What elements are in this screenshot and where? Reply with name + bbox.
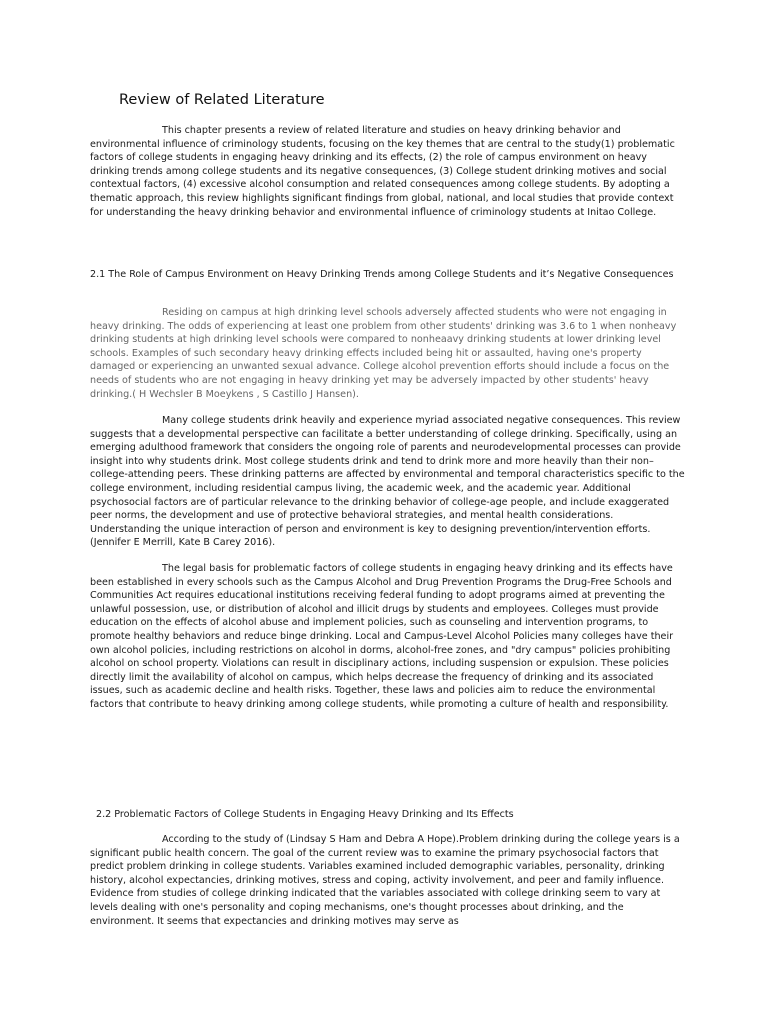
paragraph-many-college-students: Many college students drink heavily and experience myriad associated negative consequences. This review suggests that a developmental perspective can facilitate a better understanding of college drinking. Specifically, using an emerging adulthood framework that considers the ongoing role of parents and neurodevelopmental processes can provide insight into why students drink. Most college students drink and tend to drink more and more heavily than their non–college-attending peers. These drinking patterns are affected by environmental and temporal characteristics specific to the college environment, including residential campus living, the academic week, and the academic year. Additional psychosocial factors are of particular relevance to the drinking behavior of college-age people, and include exaggerated peer norms, the development and use of protective behavioral strategies, and mental health considerations. Understanding the unique interaction of person and environment is key to designing prevention/intervention efforts. (Jennifer E Merrill, Kate B Carey 2016). (90, 415, 685, 549)
page-title: Review of Related Literature (119, 92, 325, 108)
section-heading-2-1: 2.1 The Role of Campus Environment on Heavy Drinking Trends among College Students and it’s Negative Consequences (90, 269, 674, 280)
intro-paragraph: This chapter presents a review of related literature and studies on heavy drinking behavior and environmental influence of criminology students, focusing on the key themes that are central to the study(1) problematic factors of college students in engaging heavy drinking and its effects, (2) the role of campus environment on heavy drinking trends among college students and its negative consequences, (3) College student drinking motives and social contextual factors, (4) excessive alcohol consumption and related consequences among college students. By adopting a thematic approach, this review highlights significant findings from global, national, and local studies that provide context for understanding the heavy drinking behavior and environmental influence of criminology students at Initao College. (90, 125, 675, 218)
section-heading-2-2: 2.2 Problematic Factors of College Students in Engaging Heavy Drinking and Its Effects (96, 809, 514, 820)
paragraph-residing-on-campus: Residing on campus at high drinking level schools adversely affected students who were not engaging in heavy drinking. The odds of experiencing at least one problem from other students' drinking was 3.6 to 1 when nonheavy drinking students at high drinking level schools were compared to nonheaavy drinking students at lower drinking level schools. Examples of such secondary heavy drinking effects included being hit or assaulted, having one's property damaged or experiencing an unwanted sexual advance. College alcohol prevention efforts should include a focus on the needs of students who are not engaging in heavy drinking yet may be adversely impacted by other students' heavy drinking.( H Wechsler B Moeykens , S Castillo J Hansen). (90, 307, 677, 400)
paragraph-legal-basis: The legal basis for problematic factors of college students in engaging heavy drinking and its effects have been established in every schools such as the Campus Alcohol and Drug Prevention Programs the Drug-Free Schools and Communities Act requires educational institutions receiving federal funding to adopt programs aimed at preventing the unlawful possession, use, or distribution of alcohol and illicit drugs by students and employees. Colleges must provide education on the effects of alcohol abuse and implement policies, such as counseling and intervention programs, to promote healthy behaviors and reduce binge drinking. Local and Campus-Level Alcohol Policies many colleges have their own alcohol policies, including restrictions on alcohol in dorms, alcohol-free zones, and "dry campus" policies prohibiting alcohol on school property. Violations can result in disciplinary actions, including suspension or expulsion. These policies directly limit the availability of alcohol on campus, which helps decrease the frequency of drinking and its associated issues, such as academic decline and health risks. Together, these laws and policies aim to reduce the environmental factors that contribute to heavy drinking among college students, while promoting a culture of health and responsibility. (90, 563, 674, 710)
paragraph-according-to-study: According to the study of (Lindsay S Ham and Debra A Hope).Problem drinking during the college years is a significant public health concern. The goal of the current review was to examine the primary psychosocial factors that predict problem drinking in college students. Variables examined included demographic variables, personality, drinking history, alcohol expectancies, drinking motives, stress and coping, activity involvement, and peer and family influence. Evidence from studies of college drinking indicated that the variables associated with college drinking seem to vary at levels dealing with one's personality and coping mechanisms, one's thought processes about drinking, and the environment. It seems that expectancies and drinking motives may serve as (90, 834, 680, 927)
